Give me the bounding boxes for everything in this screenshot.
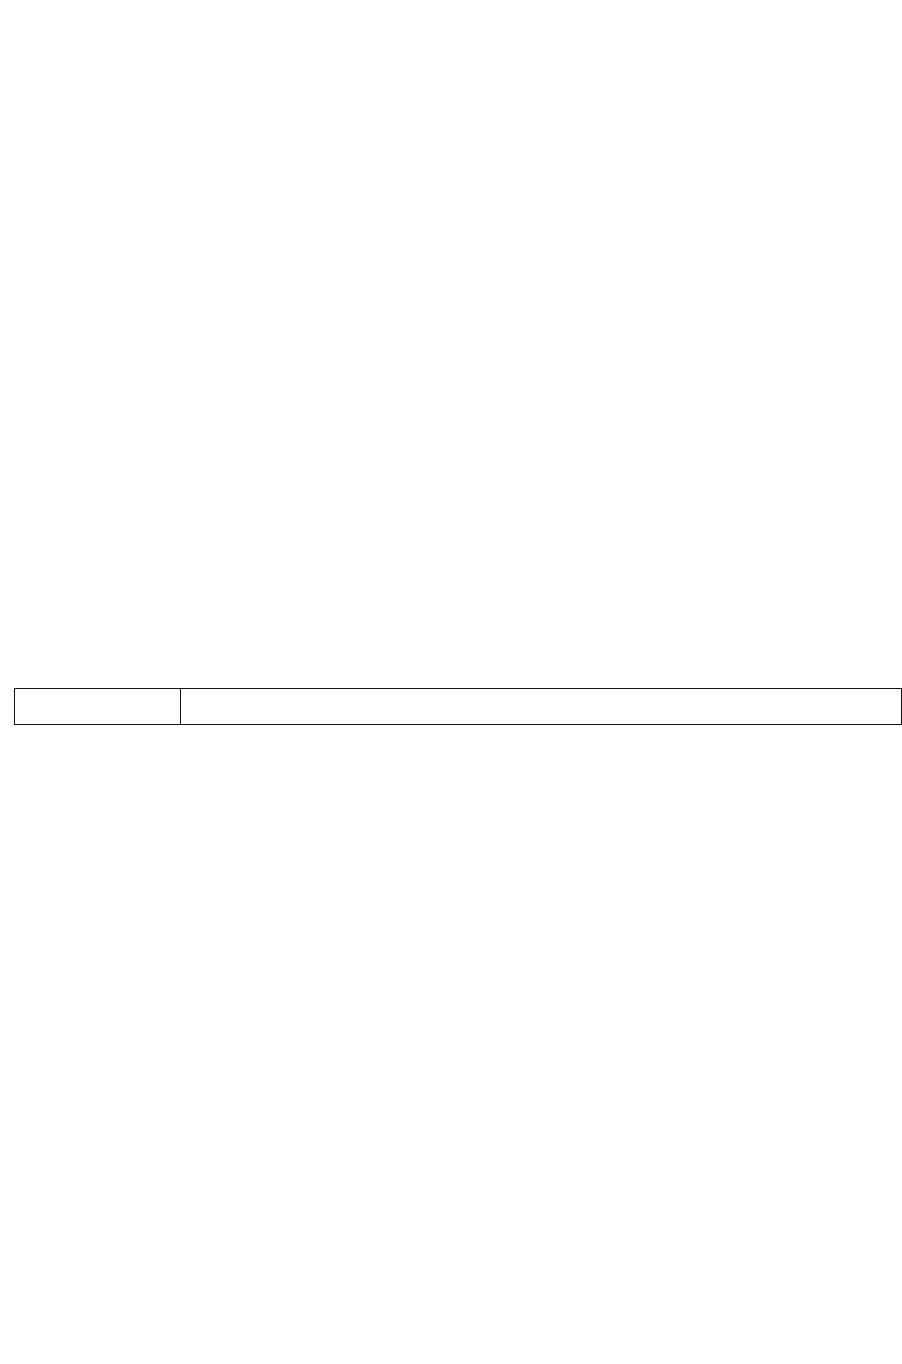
section-3-title: [14, 34, 902, 62]
header-description: [181, 689, 902, 725]
appendix-title: [14, 63, 902, 91]
grading-table: [14, 688, 902, 725]
section-2-title: [14, 6, 902, 34]
table-header-row: [15, 689, 902, 725]
header-level: [15, 689, 181, 725]
document-body: [14, 6, 902, 91]
